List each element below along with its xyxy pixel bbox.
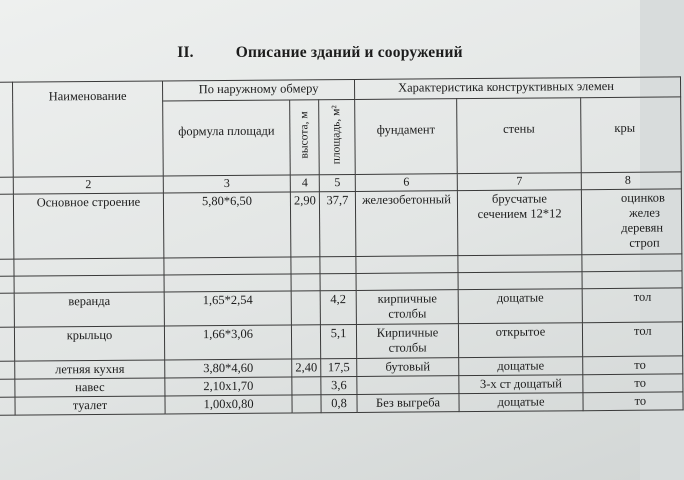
column-number: 6 (355, 174, 457, 192)
header-area-formula-text: формула площади (178, 123, 275, 139)
table-cell (291, 257, 320, 274)
header-walls-text: стены (503, 121, 535, 136)
header-name-text: Наименование (48, 88, 127, 104)
row-foundation (357, 376, 459, 395)
row-roof-line: деревян (621, 220, 664, 235)
header-area-formula (163, 100, 291, 176)
table-cell (14, 258, 164, 276)
row-name: Основное строение (13, 193, 164, 259)
table-cell (458, 272, 582, 290)
row-height (291, 325, 320, 359)
table-cell (0, 361, 15, 379)
row-foundation-line: столбы (388, 306, 427, 321)
row-name: веранда (14, 292, 164, 327)
row-formula: 2,10х1,70 (165, 377, 292, 396)
section-title: Описание зданий и сооружений (235, 44, 463, 61)
row-foundation (356, 324, 458, 359)
table-cell (582, 271, 682, 289)
row-name: навес (15, 378, 165, 397)
row-name: летняя кухня (15, 360, 165, 379)
row-foundation (356, 290, 458, 325)
table-cell (458, 255, 582, 273)
row-roof (581, 189, 682, 255)
row-area: 17,5 (321, 358, 357, 376)
row-walls: 3-х ст дощатый (459, 375, 583, 394)
row-foundation: бутовый (357, 358, 459, 377)
row-walls-line: сечением 12*12 (477, 206, 562, 222)
row-roof-text: то (634, 393, 647, 408)
header-measure: По наружному обмеру (162, 79, 354, 101)
buildings-table (0, 76, 684, 416)
row-roof-text: тол (633, 323, 652, 338)
header-roof (581, 97, 682, 173)
table-cell (582, 254, 682, 272)
table-cell (356, 256, 458, 274)
row-roof-line: оцинков (620, 190, 665, 205)
table-cell (320, 273, 356, 290)
table-cell (0, 327, 15, 361)
row-roof-text: то (634, 357, 646, 372)
row-height (292, 395, 321, 413)
row-roof-line: желез (629, 205, 661, 220)
table-cell (320, 256, 356, 273)
table-cell (0, 397, 15, 415)
row-walls-line: брусчатые (491, 191, 547, 206)
table-cell (0, 379, 15, 397)
table-cell (0, 293, 14, 327)
row-roof (582, 322, 682, 357)
row-walls (457, 190, 582, 256)
row-height: 2,90 (290, 192, 320, 257)
table-cell (291, 274, 320, 291)
row-area: 3,6 (321, 376, 357, 394)
table-cell (164, 257, 291, 275)
column-number: 3 (163, 175, 290, 193)
table-row (0, 322, 683, 362)
header-name (13, 81, 164, 177)
section-number: II. (177, 44, 194, 61)
header-height-text: высота, м (297, 111, 311, 160)
row-area: 5,1 (320, 324, 356, 358)
header-area-text: площадь, м² (330, 105, 343, 165)
column-number: 5 (319, 174, 355, 191)
row-roof (583, 374, 683, 393)
row-roof (583, 356, 683, 375)
row-roof-text: то (634, 375, 647, 390)
row-formula: 1,65*2,54 (164, 291, 291, 326)
table-cell (0, 259, 14, 276)
table-cell (0, 276, 14, 293)
row-roof-line: строп (629, 235, 660, 250)
row-roof (582, 288, 682, 323)
row-formula: 1,66*3,06 (164, 325, 291, 360)
row-walls: дощатые (458, 289, 582, 324)
column-number-text: 8 (624, 172, 631, 187)
row-height: 2,40 (292, 359, 321, 377)
row-foundation-line: Кирпичные (376, 325, 439, 340)
header-height (290, 100, 320, 175)
column-number (581, 172, 681, 190)
row-roof-text: тол (633, 289, 652, 304)
row-formula: 3,80*4,60 (165, 359, 292, 378)
header-foundation-text: фундамент (376, 122, 436, 137)
row-walls: открытое (458, 323, 582, 358)
column-number: 2 (13, 176, 163, 194)
header-walls (457, 98, 582, 174)
row-formula: 1,00х0,80 (165, 395, 292, 414)
row-roof (583, 392, 683, 411)
column-number (0, 177, 13, 194)
row-area: 37,7 (319, 191, 356, 256)
row-foundation: железобетонный (355, 191, 458, 257)
row-area: 0,8 (321, 394, 357, 412)
table-cell (0, 194, 14, 259)
row-walls: дощатые (459, 357, 583, 376)
row-walls: дощатые (459, 393, 583, 412)
row-height (292, 377, 321, 395)
row-area: 4,2 (320, 290, 356, 324)
row-foundation-line: столбы (388, 340, 427, 355)
column-number: 4 (290, 175, 319, 192)
table-cell (14, 275, 164, 293)
row-name: крыльцо (14, 326, 164, 361)
header-area (319, 99, 356, 174)
row-height (291, 291, 320, 325)
table-cell (164, 274, 291, 292)
table-row (0, 189, 682, 260)
table-row (0, 288, 682, 328)
header-structure-text: Характеристика конструктивных элемен (398, 78, 614, 95)
row-foundation: Без выгреба (357, 394, 459, 413)
header-foundation (355, 99, 458, 175)
header-roof-text: кры (614, 120, 636, 135)
header-col-a (0, 82, 13, 177)
section-heading (0, 44, 640, 62)
header-structure (355, 77, 681, 100)
row-foundation-line: кирпичные (377, 291, 437, 306)
row-name: туалет (15, 396, 165, 415)
table-cell (356, 273, 458, 291)
row-formula: 5,80*6,50 (163, 192, 291, 258)
column-number: 7 (457, 173, 581, 191)
